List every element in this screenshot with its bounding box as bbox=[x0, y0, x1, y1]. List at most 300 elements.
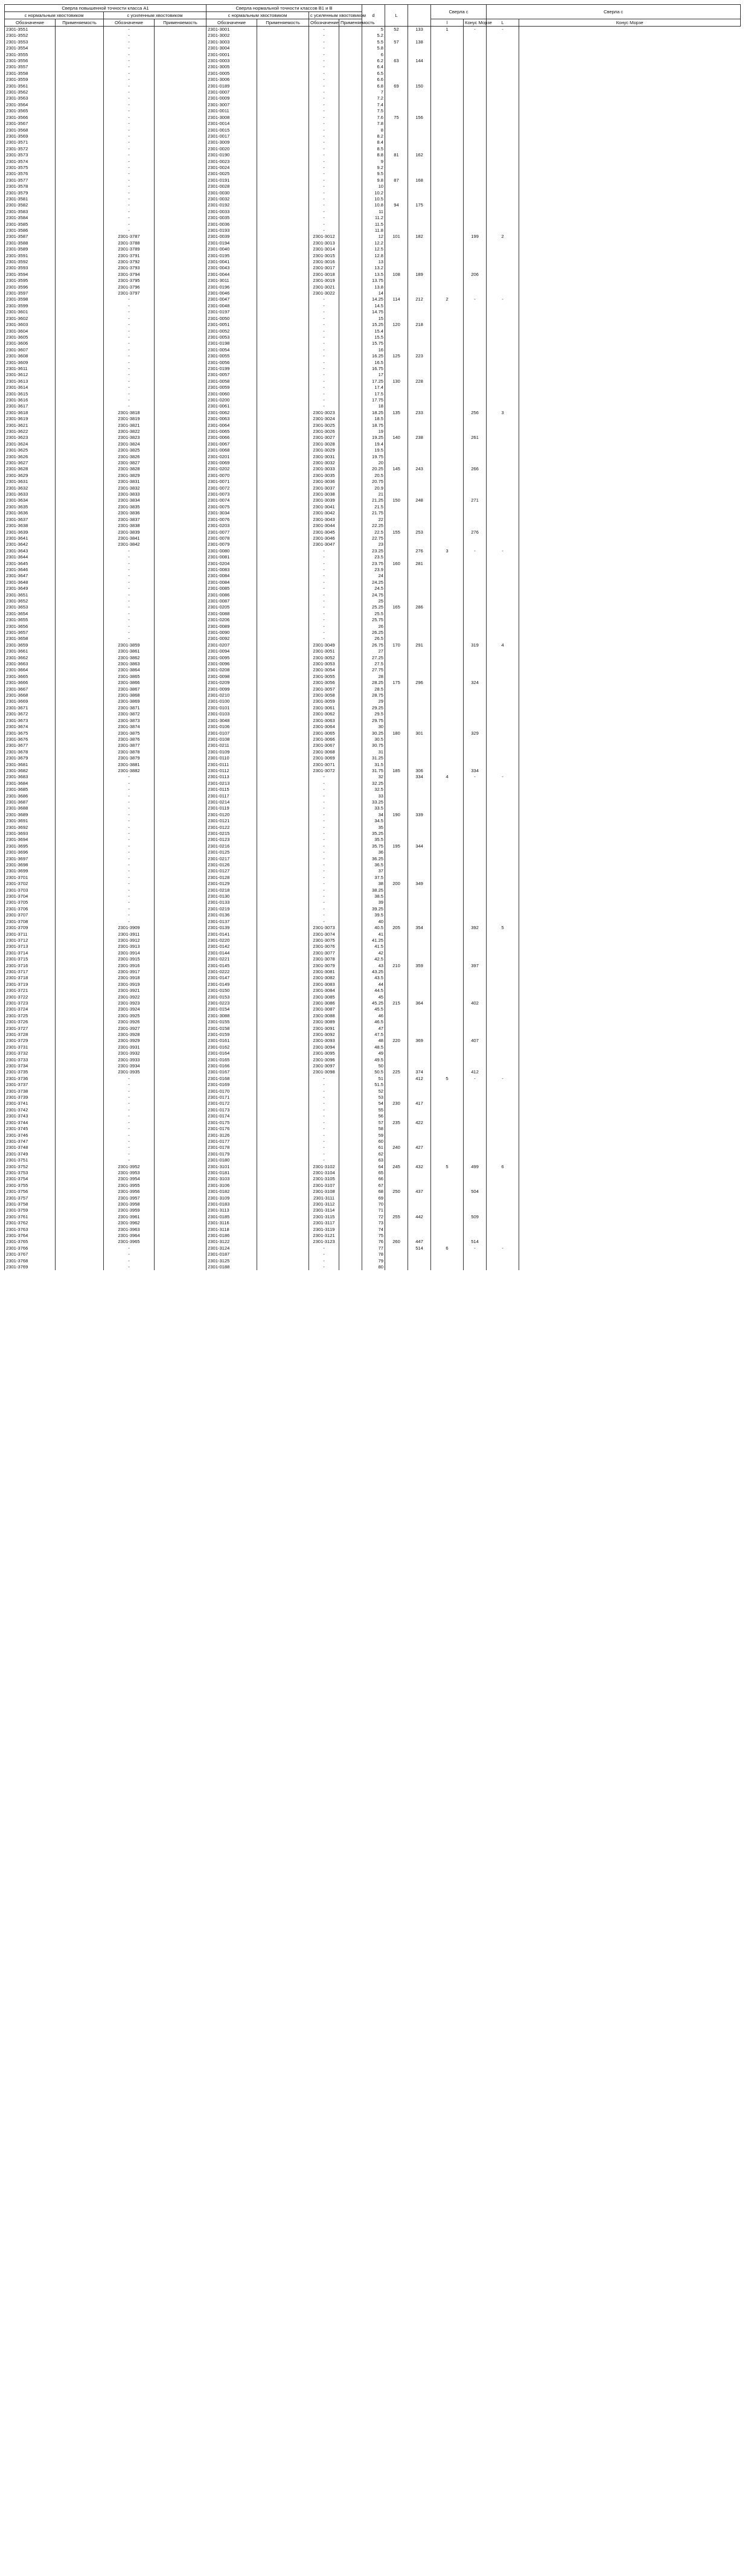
L2-cell bbox=[464, 360, 487, 366]
b-reinforced-applicability bbox=[339, 347, 362, 353]
L2-cell: 319 bbox=[464, 642, 487, 648]
L-cell bbox=[408, 479, 431, 485]
L-cell bbox=[408, 454, 431, 460]
b-reinforced-designation: - bbox=[309, 228, 339, 234]
a1-normal-designation: 2301-3713 bbox=[5, 944, 56, 950]
morse-taper-cell bbox=[431, 755, 464, 761]
L-cell: 412 bbox=[408, 1076, 431, 1082]
l-cell bbox=[385, 630, 408, 636]
diameter-cell: 6.5 bbox=[362, 71, 385, 77]
b-normal-applicability bbox=[257, 975, 309, 981]
morse-taper-2-cell bbox=[487, 567, 519, 573]
morse-taper-2-cell bbox=[487, 630, 519, 636]
b-normal-designation: 2301-0076 bbox=[206, 517, 257, 523]
a1-reinforced-designation: 2301-3878 bbox=[104, 749, 155, 755]
morse-taper-2-cell bbox=[487, 1126, 519, 1132]
header-designation: Обозначение bbox=[104, 19, 155, 27]
b-normal-applicability bbox=[257, 316, 309, 322]
diameter-cell: 27 bbox=[362, 648, 385, 654]
b-normal-applicability bbox=[257, 228, 309, 234]
b-reinforced-designation: - bbox=[309, 190, 339, 196]
b-reinforced-designation: - bbox=[309, 347, 339, 353]
morse-taper-cell bbox=[431, 309, 464, 315]
a1-normal-designation: 2301-3726 bbox=[5, 1019, 56, 1025]
L-cell bbox=[408, 385, 431, 391]
a1-reinforced-designation: - bbox=[104, 52, 155, 58]
a1-reinforced-designation: 2301-3958 bbox=[104, 1201, 155, 1207]
L-cell: 427 bbox=[408, 1145, 431, 1151]
table-row bbox=[5, 328, 741, 334]
b-reinforced-applicability bbox=[339, 692, 362, 698]
morse-taper-2-cell bbox=[487, 938, 519, 944]
table-row bbox=[5, 441, 741, 447]
a1-normal-applicability bbox=[56, 491, 104, 497]
b-normal-designation: 2301-0166 bbox=[206, 1063, 257, 1069]
morse-taper-cell bbox=[431, 1069, 464, 1075]
l-cell bbox=[385, 460, 408, 466]
morse-taper-cell bbox=[431, 1239, 464, 1245]
b-reinforced-applicability bbox=[339, 372, 362, 378]
a1-reinforced-designation: 2301-3924 bbox=[104, 1006, 155, 1012]
morse-taper-2-cell bbox=[487, 259, 519, 265]
l-cell bbox=[385, 598, 408, 604]
table-row bbox=[5, 1107, 741, 1113]
L-cell bbox=[408, 121, 431, 127]
b-normal-applicability bbox=[257, 982, 309, 988]
diameter-cell: 46.5 bbox=[362, 1019, 385, 1025]
L2-cell bbox=[464, 316, 487, 322]
L2-cell bbox=[464, 938, 487, 944]
L2-cell bbox=[464, 340, 487, 347]
b-reinforced-designation: - bbox=[309, 805, 339, 811]
morse-taper-2-cell bbox=[487, 1101, 519, 1107]
b-normal-applicability bbox=[257, 447, 309, 453]
a1-reinforced-designation: 2301-3795 bbox=[104, 278, 155, 284]
a1-reinforced-applicability bbox=[155, 379, 206, 385]
a1-normal-applicability bbox=[56, 259, 104, 265]
a1-reinforced-applicability bbox=[155, 133, 206, 139]
table-row bbox=[5, 1038, 741, 1044]
b-normal-designation: 2301-3126 bbox=[206, 1133, 257, 1139]
L2-cell bbox=[464, 491, 487, 497]
a1-reinforced-applicability bbox=[155, 1227, 206, 1233]
a1-normal-designation: 2301-3716 bbox=[5, 963, 56, 969]
a1-normal-applicability bbox=[56, 83, 104, 89]
diameter-cell: 47.5 bbox=[362, 1032, 385, 1038]
L2-cell bbox=[464, 919, 487, 925]
diameter-cell: 7.5 bbox=[362, 108, 385, 114]
a1-reinforced-designation: 2301-3861 bbox=[104, 648, 155, 654]
a1-reinforced-applicability bbox=[155, 491, 206, 497]
b-normal-designation: 2301-3118 bbox=[206, 1227, 257, 1233]
b-normal-applicability bbox=[257, 743, 309, 749]
b-reinforced-designation: - bbox=[309, 108, 339, 114]
a1-reinforced-designation: - bbox=[104, 1157, 155, 1163]
morse-taper-2-cell bbox=[487, 108, 519, 114]
morse-taper-2-cell bbox=[487, 209, 519, 215]
a1-normal-designation: 2301-3666 bbox=[5, 680, 56, 686]
b-normal-applicability bbox=[257, 963, 309, 969]
b-normal-designation: 2301-0142 bbox=[206, 944, 257, 950]
diameter-cell: 60 bbox=[362, 1139, 385, 1145]
L2-cell bbox=[464, 743, 487, 749]
diameter-cell: 24.5 bbox=[362, 586, 385, 592]
a1-normal-applicability bbox=[56, 737, 104, 743]
l-cell bbox=[385, 831, 408, 837]
b-normal-applicability bbox=[257, 253, 309, 259]
a1-reinforced-applicability bbox=[155, 1088, 206, 1095]
L2-cell: 266 bbox=[464, 466, 487, 472]
l-cell: 87 bbox=[385, 177, 408, 184]
a1-normal-applicability bbox=[56, 1050, 104, 1056]
b-normal-applicability bbox=[257, 71, 309, 77]
a1-reinforced-designation: 2301-3957 bbox=[104, 1195, 155, 1201]
l-cell bbox=[385, 1088, 408, 1095]
a1-normal-designation: 2301-3561 bbox=[5, 83, 56, 89]
L2-cell bbox=[464, 108, 487, 114]
b-normal-designation: 2301-0214 bbox=[206, 799, 257, 805]
a1-reinforced-applicability bbox=[155, 152, 206, 158]
b-normal-applicability bbox=[257, 1088, 309, 1095]
a1-normal-designation: 2301-3647 bbox=[5, 573, 56, 579]
L-cell bbox=[408, 956, 431, 962]
a1-normal-applicability bbox=[56, 573, 104, 579]
a1-normal-applicability bbox=[56, 893, 104, 900]
L-cell bbox=[408, 190, 431, 196]
L-cell bbox=[408, 617, 431, 623]
L2-cell: 256 bbox=[464, 410, 487, 416]
b-reinforced-designation: - bbox=[309, 1251, 339, 1258]
morse-taper-2-cell bbox=[487, 454, 519, 460]
L-cell: 156 bbox=[408, 115, 431, 121]
a1-reinforced-designation: 2301-3796 bbox=[104, 284, 155, 290]
a1-reinforced-designation: 2301-3822 bbox=[104, 429, 155, 435]
a1-reinforced-designation: - bbox=[104, 598, 155, 604]
a1-reinforced-applicability bbox=[155, 642, 206, 648]
a1-normal-applicability bbox=[56, 1101, 104, 1107]
morse-taper-cell bbox=[431, 724, 464, 730]
l-cell bbox=[385, 1245, 408, 1251]
b-reinforced-designation: 2301-3049 bbox=[309, 642, 339, 648]
a1-reinforced-applicability bbox=[155, 1164, 206, 1170]
b-reinforced-designation: - bbox=[309, 1107, 339, 1113]
table-row bbox=[5, 1013, 741, 1019]
a1-reinforced-applicability bbox=[155, 127, 206, 133]
a1-normal-applicability bbox=[56, 799, 104, 805]
a1-normal-applicability bbox=[56, 58, 104, 64]
b-normal-designation: 2301-0063 bbox=[206, 416, 257, 422]
a1-reinforced-designation: 2301-3859 bbox=[104, 642, 155, 648]
diameter-cell: 53 bbox=[362, 1095, 385, 1101]
diameter-cell: 23 bbox=[362, 542, 385, 548]
a1-reinforced-designation: - bbox=[104, 309, 155, 315]
L2-cell bbox=[464, 624, 487, 630]
diameter-cell: 11.8 bbox=[362, 228, 385, 234]
a1-normal-applicability bbox=[56, 724, 104, 730]
morse-taper-cell bbox=[431, 938, 464, 944]
table-row bbox=[5, 1057, 741, 1063]
table-row bbox=[5, 969, 741, 975]
table-row bbox=[5, 686, 741, 692]
b-reinforced-designation: - bbox=[309, 177, 339, 184]
a1-normal-designation: 2301-3633 bbox=[5, 491, 56, 497]
a1-normal-applicability bbox=[56, 1176, 104, 1182]
a1-reinforced-designation: 2301-3874 bbox=[104, 724, 155, 730]
table-row bbox=[5, 1201, 741, 1207]
l-cell bbox=[385, 862, 408, 868]
morse-taper-cell bbox=[431, 379, 464, 385]
morse-taper-2-cell bbox=[487, 466, 519, 472]
b-normal-applicability bbox=[257, 473, 309, 479]
b-normal-applicability bbox=[257, 535, 309, 542]
L-cell bbox=[408, 1183, 431, 1189]
a1-normal-applicability bbox=[56, 1207, 104, 1213]
morse-taper-cell bbox=[431, 787, 464, 793]
a1-normal-designation: 2301-3644 bbox=[5, 554, 56, 560]
b-reinforced-applicability bbox=[339, 102, 362, 108]
b-normal-applicability bbox=[257, 642, 309, 648]
table-row bbox=[5, 303, 741, 309]
b-reinforced-applicability bbox=[339, 77, 362, 83]
a1-reinforced-designation: - bbox=[104, 862, 155, 868]
diameter-cell: 39 bbox=[362, 900, 385, 906]
b-reinforced-applicability bbox=[339, 234, 362, 240]
a1-normal-applicability bbox=[56, 165, 104, 171]
b-normal-applicability bbox=[257, 115, 309, 121]
L-cell bbox=[408, 347, 431, 353]
b-reinforced-applicability bbox=[339, 33, 362, 39]
b-reinforced-applicability bbox=[339, 410, 362, 416]
a1-normal-applicability bbox=[56, 423, 104, 429]
l-cell bbox=[385, 215, 408, 221]
a1-reinforced-designation: - bbox=[104, 184, 155, 190]
table-row bbox=[5, 1019, 741, 1025]
L-cell bbox=[408, 510, 431, 516]
b-normal-applicability bbox=[257, 831, 309, 837]
table-row bbox=[5, 334, 741, 340]
table-row bbox=[5, 177, 741, 184]
a1-reinforced-applicability bbox=[155, 196, 206, 202]
morse-taper-cell bbox=[431, 133, 464, 139]
morse-taper-cell: 5 bbox=[431, 1164, 464, 1170]
b-normal-designation: 2301-0177 bbox=[206, 1139, 257, 1145]
table-row bbox=[5, 27, 741, 33]
morse-taper-2-cell bbox=[487, 1264, 519, 1270]
b-normal-designation: 2301-0083 bbox=[206, 567, 257, 573]
L2-cell bbox=[464, 856, 487, 862]
b-reinforced-designation: - bbox=[309, 630, 339, 636]
L2-cell: 504 bbox=[464, 1189, 487, 1195]
morse-taper-cell bbox=[431, 290, 464, 296]
diameter-cell: 14.25 bbox=[362, 296, 385, 302]
table-row bbox=[5, 1101, 741, 1107]
L-cell bbox=[408, 950, 431, 956]
b-normal-designation: 2301-0039 bbox=[206, 234, 257, 240]
L-cell bbox=[408, 982, 431, 988]
L-cell bbox=[408, 586, 431, 592]
table-row bbox=[5, 115, 741, 121]
b-normal-applicability bbox=[257, 52, 309, 58]
l-cell bbox=[385, 1082, 408, 1088]
diameter-cell: 15.4 bbox=[362, 328, 385, 334]
L-cell: 334 bbox=[408, 774, 431, 780]
morse-taper-cell bbox=[431, 33, 464, 39]
L2-cell bbox=[464, 893, 487, 900]
L-cell bbox=[408, 240, 431, 246]
l-cell bbox=[385, 724, 408, 730]
morse-taper-cell bbox=[431, 906, 464, 912]
l-cell bbox=[385, 479, 408, 485]
b-normal-applicability bbox=[257, 781, 309, 787]
a1-reinforced-applicability bbox=[155, 580, 206, 586]
L2-cell bbox=[464, 1013, 487, 1019]
l-cell bbox=[385, 548, 408, 554]
b-reinforced-applicability bbox=[339, 975, 362, 981]
a1-reinforced-designation: - bbox=[104, 202, 155, 208]
L2-cell bbox=[464, 1019, 487, 1025]
a1-normal-designation: 2301-3616 bbox=[5, 397, 56, 403]
l-cell bbox=[385, 762, 408, 768]
b-normal-designation: 2301-0108 bbox=[206, 737, 257, 743]
l-cell: 240 bbox=[385, 1145, 408, 1151]
l-cell bbox=[385, 1050, 408, 1056]
L2-cell bbox=[464, 561, 487, 567]
morse-taper-2-cell bbox=[487, 517, 519, 523]
a1-normal-applicability bbox=[56, 121, 104, 127]
l-cell bbox=[385, 133, 408, 139]
a1-normal-applicability bbox=[56, 253, 104, 259]
table-row bbox=[5, 1207, 741, 1213]
L2-cell bbox=[464, 303, 487, 309]
header-L2: L bbox=[487, 19, 519, 27]
b-normal-designation: 2301-0053 bbox=[206, 334, 257, 340]
morse-taper-cell bbox=[431, 624, 464, 630]
b-reinforced-designation: 2301-3025 bbox=[309, 423, 339, 429]
b-reinforced-designation: 2301-3023 bbox=[309, 410, 339, 416]
diameter-cell: 20.25 bbox=[362, 466, 385, 472]
a1-reinforced-applicability bbox=[155, 1038, 206, 1044]
a1-reinforced-applicability bbox=[155, 497, 206, 503]
b-normal-designation: 2301-0115 bbox=[206, 787, 257, 793]
b-reinforced-designation: - bbox=[309, 71, 339, 77]
a1-reinforced-designation: - bbox=[104, 624, 155, 630]
a1-reinforced-designation: - bbox=[104, 1245, 155, 1251]
b-reinforced-applicability bbox=[339, 768, 362, 774]
a1-reinforced-designation: - bbox=[104, 340, 155, 347]
a1-reinforced-applicability bbox=[155, 661, 206, 667]
table-row bbox=[5, 1239, 741, 1245]
b-normal-designation: 2301-0191 bbox=[206, 177, 257, 184]
a1-reinforced-designation: 2301-3829 bbox=[104, 473, 155, 479]
L2-cell bbox=[464, 573, 487, 579]
morse-taper-cell bbox=[431, 1126, 464, 1132]
table-row bbox=[5, 749, 741, 755]
b-normal-designation: 2301-0194 bbox=[206, 240, 257, 246]
b-reinforced-designation: 2301-3078 bbox=[309, 956, 339, 962]
b-reinforced-designation: 2301-3014 bbox=[309, 246, 339, 252]
morse-taper-cell bbox=[431, 875, 464, 881]
morse-taper-2-cell bbox=[487, 133, 519, 139]
b-normal-applicability bbox=[257, 83, 309, 89]
L-cell bbox=[408, 686, 431, 692]
a1-normal-applicability bbox=[56, 1139, 104, 1145]
b-normal-applicability bbox=[257, 1038, 309, 1044]
header-applicability: Применяемость bbox=[155, 19, 206, 27]
diameter-cell: 58 bbox=[362, 1126, 385, 1132]
L2-cell bbox=[464, 385, 487, 391]
L2-cell bbox=[464, 542, 487, 548]
a1-reinforced-applicability bbox=[155, 27, 206, 33]
L-cell bbox=[408, 868, 431, 874]
L-cell: 238 bbox=[408, 435, 431, 441]
L2-cell bbox=[464, 146, 487, 152]
a1-normal-applicability bbox=[56, 730, 104, 737]
b-reinforced-applicability bbox=[339, 177, 362, 184]
a1-normal-designation: 2301-3753 bbox=[5, 1170, 56, 1176]
a1-reinforced-designation: - bbox=[104, 139, 155, 145]
L2-cell bbox=[464, 215, 487, 221]
morse-taper-cell bbox=[431, 328, 464, 334]
a1-normal-applicability bbox=[56, 611, 104, 617]
L-cell bbox=[408, 265, 431, 271]
morse-taper-2-cell bbox=[487, 347, 519, 353]
L2-cell bbox=[464, 686, 487, 692]
a1-normal-designation: 2301-3697 bbox=[5, 856, 56, 862]
table-row bbox=[5, 45, 741, 51]
b-normal-designation: 2301-3034 bbox=[206, 510, 257, 516]
l-cell bbox=[385, 912, 408, 918]
a1-reinforced-designation: - bbox=[104, 799, 155, 805]
b-normal-applicability bbox=[257, 862, 309, 868]
a1-reinforced-designation: - bbox=[104, 45, 155, 51]
b-reinforced-designation: 2301-3107 bbox=[309, 1183, 339, 1189]
diameter-cell: 6.4 bbox=[362, 64, 385, 70]
table-row bbox=[5, 561, 741, 567]
a1-normal-designation: 2301-3749 bbox=[5, 1151, 56, 1157]
l-cell bbox=[385, 504, 408, 510]
b-normal-applicability bbox=[257, 1013, 309, 1019]
a1-normal-applicability bbox=[56, 598, 104, 604]
l-cell bbox=[385, 554, 408, 560]
a1-normal-designation: 2301-3591 bbox=[5, 253, 56, 259]
morse-taper-cell bbox=[431, 768, 464, 774]
a1-normal-designation: 2301-3593 bbox=[5, 265, 56, 271]
morse-taper-cell bbox=[431, 177, 464, 184]
b-normal-applicability bbox=[257, 504, 309, 510]
morse-taper-cell bbox=[431, 391, 464, 397]
L-cell bbox=[408, 64, 431, 70]
a1-reinforced-designation: 2301-3787 bbox=[104, 234, 155, 240]
table-row bbox=[5, 435, 741, 441]
L-cell bbox=[408, 611, 431, 617]
b-reinforced-designation: - bbox=[309, 1082, 339, 1088]
L2-cell bbox=[464, 580, 487, 586]
diameter-cell: 33.25 bbox=[362, 799, 385, 805]
a1-reinforced-applicability bbox=[155, 655, 206, 661]
diameter-cell: 16.75 bbox=[362, 366, 385, 372]
b-normal-designation: 2301-0059 bbox=[206, 385, 257, 391]
morse-taper-2-cell bbox=[487, 435, 519, 441]
morse-taper-cell bbox=[431, 102, 464, 108]
a1-normal-applicability bbox=[56, 441, 104, 447]
morse-taper-2-cell bbox=[487, 316, 519, 322]
b-normal-applicability bbox=[257, 1139, 309, 1145]
b-reinforced-applicability bbox=[339, 893, 362, 900]
b-normal-applicability bbox=[257, 944, 309, 950]
a1-normal-applicability bbox=[56, 45, 104, 51]
diameter-cell: 13.2 bbox=[362, 265, 385, 271]
L2-cell bbox=[464, 510, 487, 516]
